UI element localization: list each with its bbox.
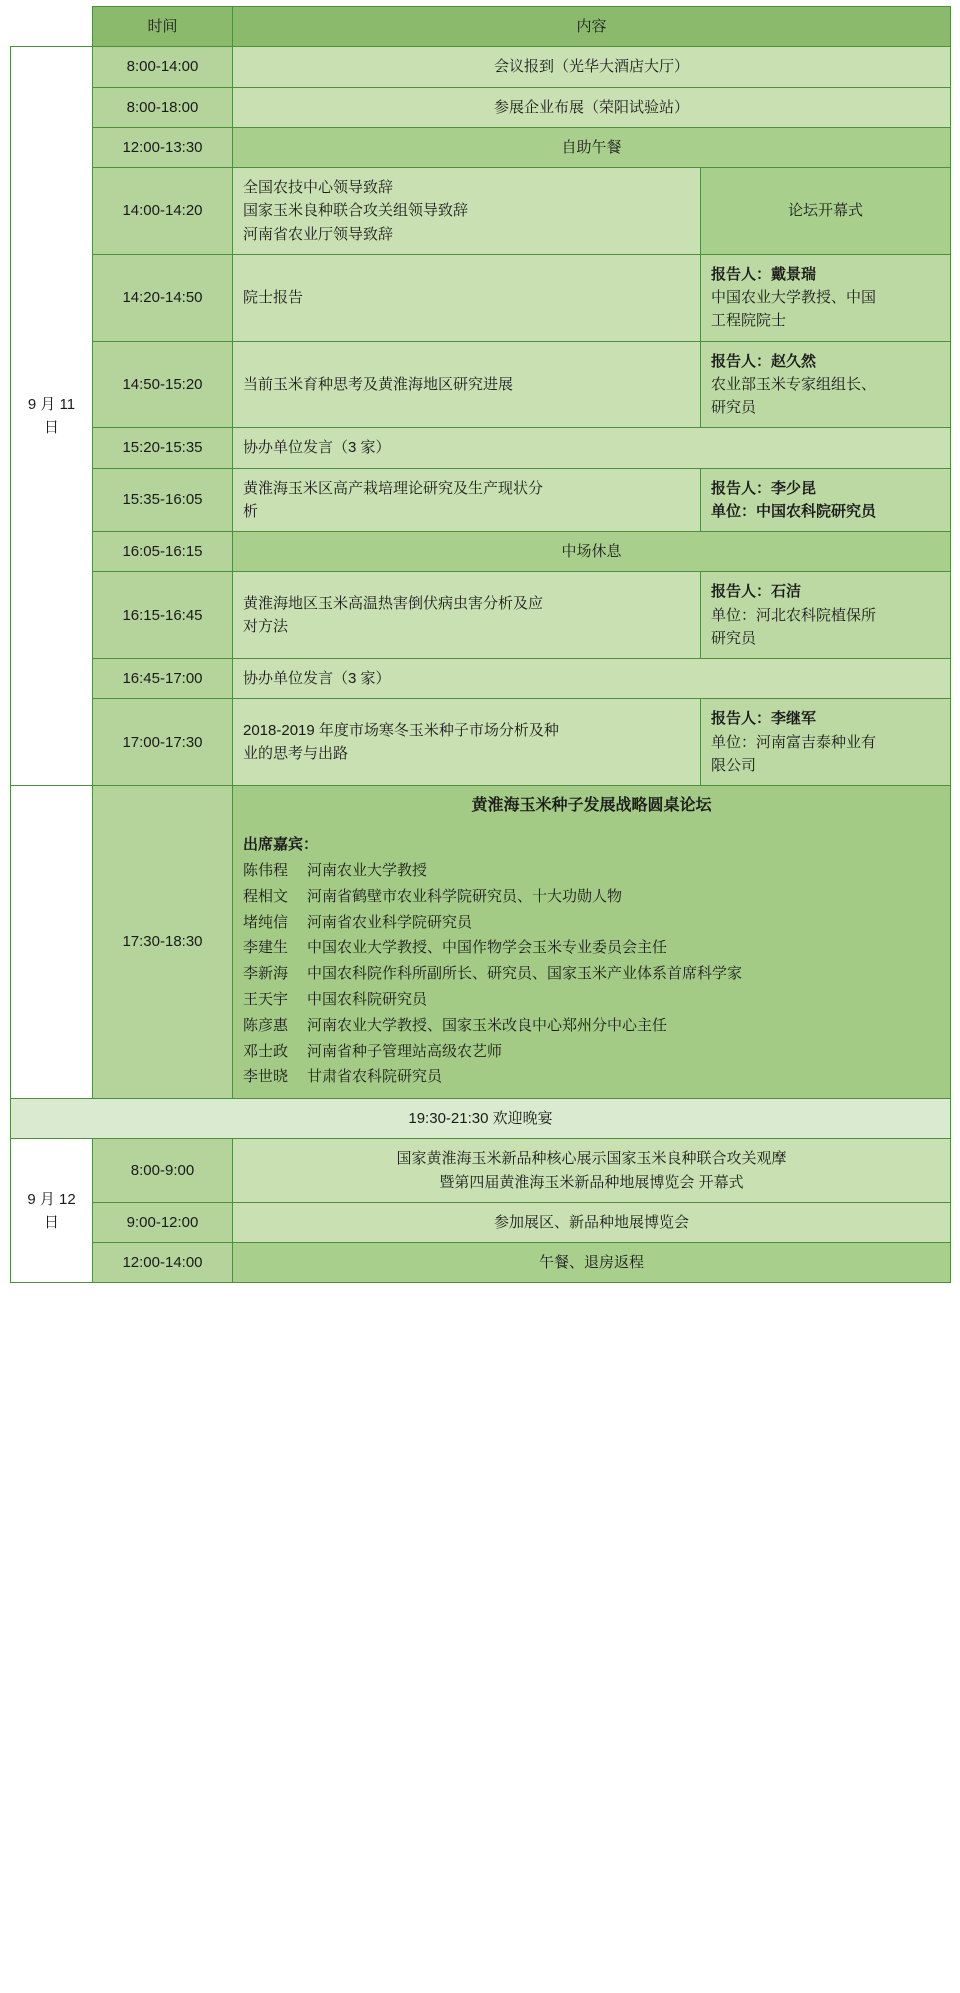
- table-row: [11, 659, 951, 699]
- row-speaker: [701, 254, 951, 341]
- list-item: [243, 961, 940, 987]
- table-row: [11, 699, 951, 786]
- guest-affiliation: 甘肃省农科院研究员: [307, 1068, 443, 1086]
- guest-affiliation: 河南省农业科学院研究员: [307, 913, 473, 931]
- day-label-sept11: [11, 47, 93, 786]
- speaker-line: 单位：河北农科院植保所: [711, 606, 877, 624]
- speaker-line: 报告人：李少昆: [711, 479, 817, 497]
- row-time: 15:20-15:35: [93, 428, 233, 468]
- row-content: 当前玉米育种思考及黄淮海地区研究进展: [233, 341, 701, 428]
- list-item: [243, 884, 940, 910]
- table-row: [11, 47, 951, 87]
- content-line: 黄淮海地区玉米高温热害倒伏病虫害分析及应: [243, 594, 544, 612]
- day-label-line2: 日: [43, 419, 59, 437]
- roundtable-time: 17:30-18:30: [93, 786, 233, 1099]
- table-row: [11, 1139, 951, 1203]
- row-time: 16:05-16:15: [93, 532, 233, 572]
- table-row: [11, 341, 951, 428]
- content-line: 对方法: [243, 618, 289, 636]
- content-line: 业的思考与出路: [243, 745, 349, 763]
- guest-name: 李建生: [243, 939, 289, 957]
- speaker-line: 研究员: [711, 399, 757, 416]
- list-item: [243, 935, 940, 961]
- roundtable-guest-list: [243, 858, 940, 1090]
- guest-name: 王天宇: [243, 991, 289, 1009]
- speaker-line: 工程院院士: [711, 312, 787, 330]
- row-time: 17:00-17:30: [93, 699, 233, 786]
- day-label-line1: 9 月 11: [27, 395, 76, 413]
- speaker-line: 研究员: [711, 629, 757, 647]
- guest-name: 堵纯信: [243, 913, 289, 931]
- row-content: 会议报到（光华大酒店大厅）: [233, 47, 951, 87]
- header-corner-blank: [11, 7, 93, 47]
- content-line: 国家黄淮海玉米新品种核心展示国家玉米良种联合攻关观摩: [396, 1150, 787, 1168]
- guest-affiliation: 河南农业大学教授、国家玉米改良中心郑州分中心主任: [307, 1016, 668, 1034]
- row-content: 协办单位发言（3 家）: [233, 659, 951, 699]
- list-item: [243, 858, 940, 884]
- row-speaker: [701, 468, 951, 532]
- guest-affiliation: 河南农业大学教授: [307, 862, 428, 880]
- content-line: 暨第四届黄淮海玉米新品种地展博览会 开幕式: [439, 1173, 744, 1191]
- speaker-line: 报告人：李继军: [711, 710, 817, 728]
- row-time: 14:20-14:50: [93, 254, 233, 341]
- row-time: 16:15-16:45: [93, 572, 233, 659]
- roundtable-day-blank: [11, 786, 93, 1099]
- guest-name: 陈伟程: [243, 862, 289, 880]
- row-content: [233, 468, 701, 532]
- table-row: [11, 532, 951, 572]
- list-item: [243, 910, 940, 936]
- day-label-sept12: [11, 1139, 93, 1283]
- guest-name: 邓士政: [243, 1042, 289, 1060]
- roundtable-content: [233, 786, 951, 1099]
- content-line: 黄淮海玉米区高产栽培理论研究及生产现状分: [243, 479, 544, 497]
- row-time: 8:00-14:00: [93, 47, 233, 87]
- row-content: 中场休息: [233, 532, 951, 572]
- table-row: [11, 428, 951, 468]
- row-time: 12:00-13:30: [93, 127, 233, 167]
- row-time: 12:00-14:00: [93, 1243, 233, 1283]
- speaker-line: 报告人：石洁: [711, 583, 802, 601]
- row-content: [233, 699, 701, 786]
- guest-affiliation: 中国农科院作科所副所长、研究员、国家玉米产业体系首席科学家: [307, 965, 743, 983]
- row-speaker: [701, 699, 951, 786]
- row-time: 9:00-12:00: [93, 1202, 233, 1242]
- row-content: 协办单位发言（3 家）: [233, 428, 951, 468]
- list-item: [243, 987, 940, 1013]
- table-row: [11, 87, 951, 127]
- row-time: 8:00-18:00: [93, 87, 233, 127]
- row-content: 参展企业布展（荣阳试验站）: [233, 87, 951, 127]
- row-time: 14:00-14:20: [93, 168, 233, 255]
- row-speaker: [701, 341, 951, 428]
- row-content: 午餐、退房返程: [233, 1243, 951, 1283]
- header-content: 内容: [233, 7, 951, 47]
- row-content: [233, 572, 701, 659]
- day-label-line1: 9 月 12: [27, 1190, 76, 1208]
- speaker-line: 中国农业大学教授、中国: [711, 289, 877, 306]
- speaker-line: 单位：中国农科院研究员: [711, 502, 877, 520]
- row-content: 参加展区、新品种地展博览会: [233, 1202, 951, 1242]
- content-line: 国家玉米良种联合攻关组领导致辞: [243, 202, 469, 220]
- content-line: 2018-2019 年度市场寒冬玉米种子市场分析及种: [243, 721, 559, 739]
- banquet-row: [11, 1099, 951, 1139]
- list-item: [243, 1064, 940, 1090]
- roundtable-title: 黄淮海玉米种子发展战略圆桌论坛: [471, 797, 712, 814]
- guest-affiliation: 河南省鹤壁市农业科学院研究员、十大功勋人物: [307, 887, 623, 905]
- content-line: 河南省农业厅领导致辞: [243, 225, 394, 243]
- guest-affiliation: 中国农科院研究员: [307, 991, 428, 1009]
- guest-name: 李世晓: [243, 1068, 289, 1086]
- table-header-row: [11, 7, 951, 47]
- row-speaker: [701, 572, 951, 659]
- table-row: [11, 468, 951, 532]
- guest-name: 程相文: [243, 887, 289, 905]
- row-time: 8:00-9:00: [93, 1139, 233, 1203]
- row-time: 14:50-15:20: [93, 341, 233, 428]
- row-speaker: 论坛开幕式: [701, 168, 951, 255]
- speaker-line: 报告人：戴景瑞: [711, 265, 817, 283]
- day-label-line2: 日: [43, 1213, 59, 1231]
- row-time: 15:35-16:05: [93, 468, 233, 532]
- speaker-line: 报告人：赵久然: [711, 352, 817, 370]
- content-line: 全国农技中心领导致辞: [243, 179, 394, 196]
- roundtable-row: [11, 786, 951, 1099]
- speaker-line: 限公司: [711, 756, 757, 774]
- guest-name: 陈彦惠: [243, 1016, 289, 1034]
- list-item: [243, 1013, 940, 1039]
- guest-affiliation: 中国农业大学教授、中国作物学会玉米专业委员会主任: [307, 939, 668, 957]
- row-time: 16:45-17:00: [93, 659, 233, 699]
- agenda-table: [10, 6, 951, 1283]
- speaker-line: 农业部玉米专家组组长、: [711, 375, 877, 393]
- table-row: [11, 254, 951, 341]
- header-time: 时间: [93, 7, 233, 47]
- list-item: [243, 1039, 940, 1065]
- table-row: [11, 168, 951, 255]
- guest-name: 李新海: [243, 965, 289, 983]
- guest-affiliation: 河南省种子管理站高级农艺师: [307, 1042, 503, 1060]
- row-content: 自助午餐: [233, 127, 951, 167]
- roundtable-guests-label: 出席嘉宾：: [243, 835, 319, 853]
- row-content: [233, 1139, 951, 1203]
- table-row: [11, 1243, 951, 1283]
- table-row: [11, 1202, 951, 1242]
- banquet-text: 19:30-21:30 欢迎晚宴: [11, 1099, 951, 1139]
- table-row: [11, 572, 951, 659]
- row-content: 院士报告: [233, 254, 701, 341]
- row-content: [233, 168, 701, 255]
- table-row: [11, 127, 951, 167]
- speaker-line: 单位：河南富吉泰种业有: [711, 733, 877, 751]
- content-line: 析: [243, 502, 259, 520]
